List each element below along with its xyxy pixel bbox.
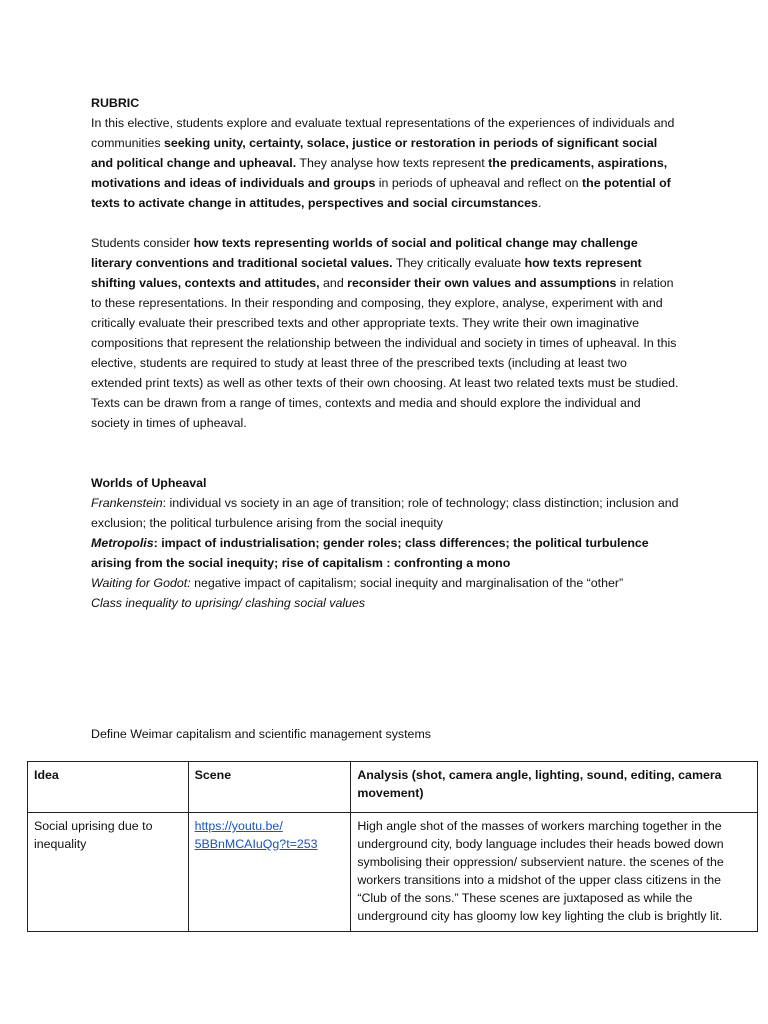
text-run: They analyse how texts represent (296, 156, 489, 170)
rubric-heading: RUBRIC (91, 96, 140, 110)
header-idea: Idea (28, 762, 189, 813)
text-run: reconsider their own values and assumptions (347, 276, 617, 290)
text-run: in periods of upheaval and reflect on (375, 176, 582, 190)
analysis-table (27, 761, 758, 932)
cell-idea: Social uprising due to inequality (28, 813, 189, 932)
text-run: seeking unity, certainty, solace, justice or restoration in periods of significant social and political change and upheaval. (91, 136, 658, 170)
text-run: : individual vs society in an age of transition; role of technology; class distinction; inclusion and exclusion; the political turbulence arising from the social inequity (91, 496, 679, 530)
rubric-paragraph-1 (91, 113, 681, 213)
text-run: the predicaments, aspirations, motivations and ideas of individuals and groups (91, 156, 668, 190)
text-run: negative impact of capitalism; social inequity and marginalisation of the “other” (190, 576, 624, 590)
text-run: the potential of texts to activate change in attitudes, perspectives and social circumstances (91, 176, 671, 210)
document-body (91, 93, 681, 613)
text-run: . (537, 196, 542, 210)
text-run: in relation to these representations. In their responding and composing, they explore, analyse, experiment with and critically evaluate their prescribed texts and other appropriate texts. They write their own imaginative compositions that represent the relationship between the individual and society in times of upheaval. In this elective, students are required to study at least three of the prescribed texts (including at least two extended print texts) as well as other texts of their own choosing. At least two related texts must be studied. Texts can be drawn from a range of times, contexts and media and should explore the individual and society in times of upheaval. (91, 276, 679, 430)
header-scene: Scene (188, 762, 351, 813)
worlds-godot (91, 573, 681, 593)
worlds-heading: Worlds of Upheaval (91, 476, 207, 490)
define-prompt: Define Weimar capitalism and scientific management systems (91, 727, 431, 741)
text-run: : impact of industrialisation; gender roles; class differences; the political turbulence arising from the social inequity; rise of capitalism : confronting a mono (91, 536, 649, 570)
rubric-paragraph-2 (91, 233, 681, 433)
cell-analysis: High angle shot of the masses of workers marching together in the underground city, body language includes their heads bowed down symbolising their oppression/ subservient nature. the scenes of the workers transitions into a midshot of the upper class citizens in the “Club of the sons.” These scenes are juxtaposed as while the underground city has gloomy low key lighting the club is brightly lit. (351, 813, 758, 932)
text-run: Waiting for Godot: (91, 576, 191, 590)
cell-scene (188, 813, 351, 932)
worlds-frankenstein (91, 493, 681, 533)
worlds-metropolis (91, 533, 681, 573)
worlds-class-line: Class inequality to uprising/ clashing social values (91, 596, 366, 610)
text-run: They critically evaluate (392, 256, 525, 270)
text-run: Students consider (91, 236, 194, 250)
text-run: Frankenstein (91, 496, 163, 510)
text-run: Metropolis (91, 536, 154, 550)
text-run: In this elective, students explore and evaluate textual representations of the experiences of individuals and communities (91, 116, 675, 150)
table-header-row (28, 762, 758, 813)
text-run: how texts represent shifting values, contexts and attitudes, (91, 256, 642, 290)
header-analysis: Analysis (shot, camera angle, lighting, sound, editing, camera movement) (351, 762, 758, 813)
table-row (28, 813, 758, 932)
text-run: how texts representing worlds of social and political change may challenge literary conventions and traditional societal values. (91, 236, 638, 270)
text-run: and (319, 276, 348, 290)
scene-video-link[interactable]: https://youtu.be/ 5BBnMCAIuQg?t=253 (194, 819, 318, 851)
